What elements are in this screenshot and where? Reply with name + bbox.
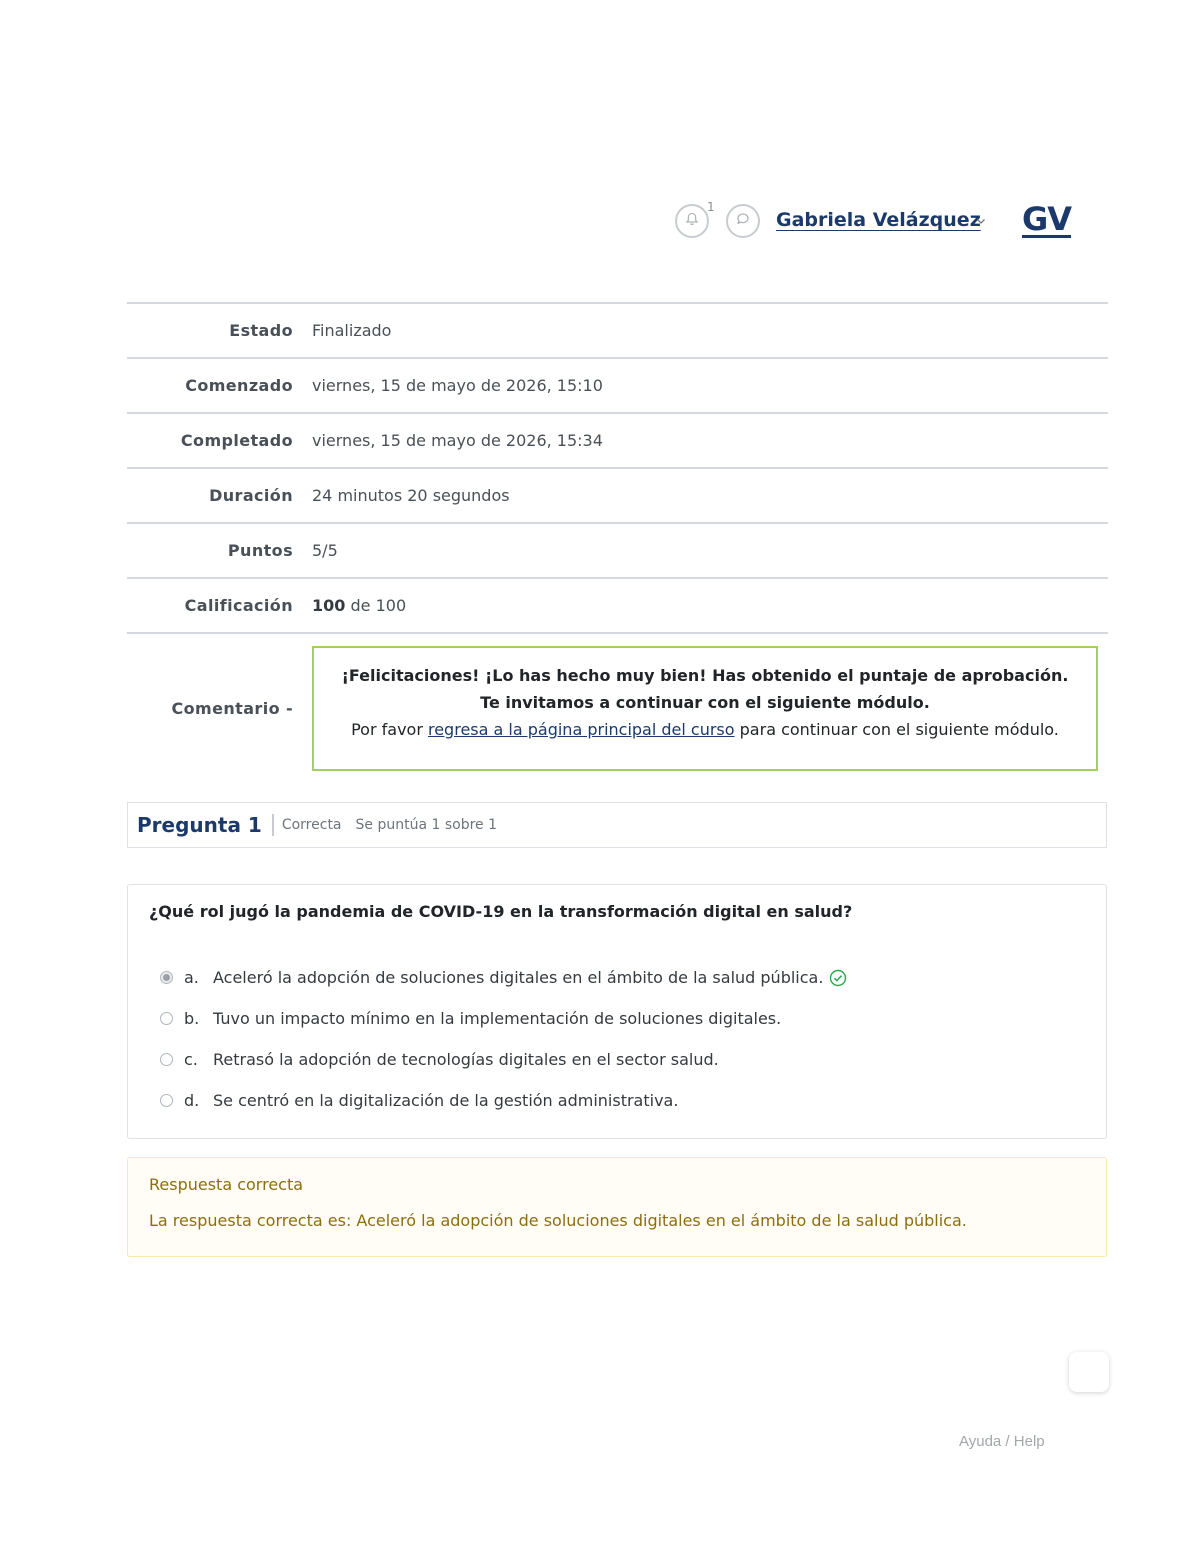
summary-value: viernes, 15 de mayo de 2026, 15:10 <box>312 376 603 395</box>
page-header <box>0 0 1200 260</box>
help-link[interactable]: Ayuda / Help <box>959 1433 1045 1450</box>
notifications-button[interactable] <box>675 204 709 238</box>
divider <box>272 814 274 836</box>
summary-row-comenzado <box>127 359 1108 414</box>
radio-button[interactable] <box>160 1053 173 1066</box>
feedback-headline: ¡Felicitaciones! ¡Lo has hecho muy bien! Has obtenido el puntaje de aprobación. Te invitamos a continuar con el siguiente módulo. <box>341 666 1069 712</box>
summary-value: 24 minutos 20 segundos <box>312 486 510 505</box>
summary-row-calificacion <box>127 579 1108 634</box>
answer-letter: b. <box>184 1009 200 1028</box>
summary-row-completado <box>127 414 1108 469</box>
summary-label: Completado <box>180 431 293 450</box>
feedback-suffix: para continuar con el siguiente módulo. <box>734 720 1059 739</box>
radio-button[interactable] <box>160 1012 173 1025</box>
feedback-prefix: Por favor <box>351 720 428 739</box>
answer-letter: a. <box>184 968 199 987</box>
question-number: Pregunta 1 <box>137 813 262 837</box>
question-state: Correcta <box>281 817 342 833</box>
radio-button-selected[interactable] <box>160 971 173 984</box>
floating-action-button[interactable] <box>1069 1352 1109 1392</box>
question-grade: Se puntúa 1 sobre 1 <box>355 817 498 833</box>
answer-feedback <box>127 1157 1107 1257</box>
answer-option-c[interactable] <box>160 1039 847 1080</box>
answer-list <box>160 957 847 1121</box>
answer-letter: d. <box>184 1091 200 1110</box>
summary-row-puntos <box>127 524 1108 579</box>
summary-label: Puntos <box>227 541 293 560</box>
grade-value <box>312 596 406 615</box>
answer-option-d[interactable] <box>160 1080 847 1121</box>
chevron-down-icon[interactable] <box>976 215 986 228</box>
grade-score: 100 <box>312 596 346 615</box>
question-content <box>127 884 1107 1139</box>
user-menu-name[interactable]: Gabriela Velázquez <box>776 209 981 231</box>
summary-label: Estado <box>229 321 293 340</box>
summary-value: Finalizado <box>312 321 392 340</box>
answer-text: Se centró en la digitalización de la gestión administrativa. <box>213 1091 679 1110</box>
grade-total: de 100 <box>345 596 407 615</box>
summary-label: Comenzado <box>185 376 293 395</box>
summary-row-comentario <box>127 634 1108 771</box>
answer-text: Tuvo un impacto mínimo en la implementación de soluciones digitales. <box>213 1009 782 1028</box>
summary-label: Comentario - <box>171 699 293 718</box>
correct-answer-text: La respuesta correcta es: Aceleró la adopción de soluciones digitales en el ámbito de la salud pública. <box>149 1211 967 1230</box>
notification-count-badge: 1 <box>707 200 715 214</box>
feedback-title: Respuesta correcta <box>149 1175 304 1194</box>
bell-icon <box>684 211 700 231</box>
answer-text: Aceleró la adopción de soluciones digitales en el ámbito de la salud pública. <box>213 968 824 987</box>
radio-button[interactable] <box>160 1094 173 1107</box>
summary-value: 5/5 <box>312 541 338 560</box>
course-home-link[interactable]: regresa a la página principal del curso <box>427 720 735 739</box>
messages-button[interactable] <box>726 204 760 238</box>
summary-label: Calificación <box>184 596 293 615</box>
answer-letter: c. <box>184 1050 198 1069</box>
avatar[interactable]: GV <box>1022 200 1072 238</box>
question-info <box>127 802 1107 848</box>
summary-row-estado <box>127 304 1108 359</box>
answer-text: Retrasó la adopción de tecnologías digitales en el sector salud. <box>213 1050 719 1069</box>
overall-feedback-box <box>312 646 1098 771</box>
check-circle-icon <box>829 969 847 987</box>
summary-row-duracion <box>127 469 1108 524</box>
answer-option-a[interactable] <box>160 957 847 998</box>
summary-label: Duración <box>209 486 293 505</box>
attempt-summary-table <box>127 302 1108 771</box>
chat-bubble-icon <box>735 211 751 231</box>
answer-option-b[interactable] <box>160 998 847 1039</box>
question-text: ¿Qué rol jugó la pandemia de COVID-19 en la transformación digital en salud? <box>149 902 853 921</box>
summary-value: viernes, 15 de mayo de 2026, 15:34 <box>312 431 603 450</box>
